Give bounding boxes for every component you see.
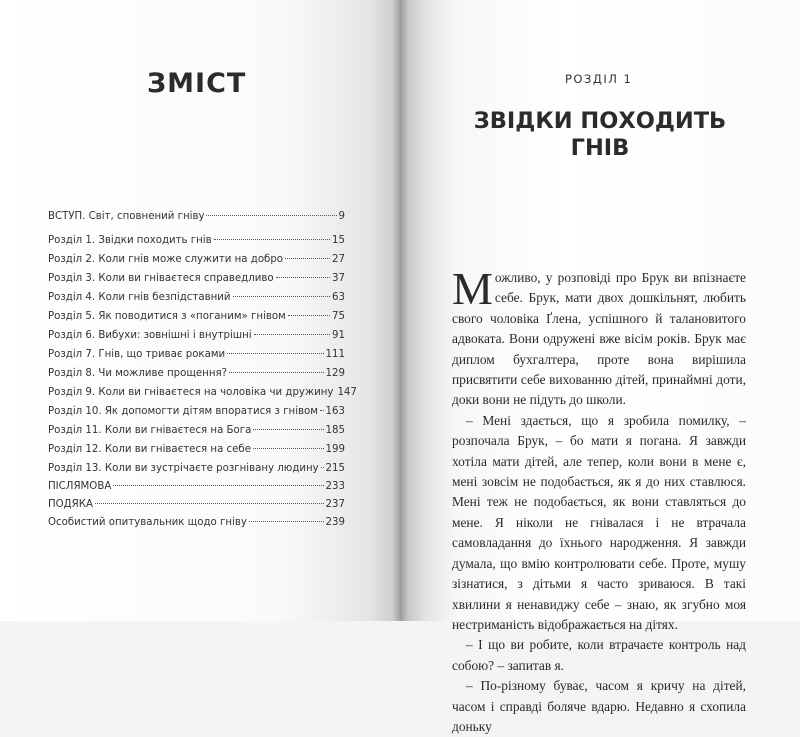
toc-entry-page: 75 (332, 311, 345, 322)
toc-entry-label: Розділ 6. Вибухи: зовнішні і внутрішні (48, 330, 252, 341)
toc-entry-page: 9 (338, 211, 345, 222)
toc-entry-page: 237 (325, 499, 345, 510)
toc-entry-page: 239 (325, 517, 345, 528)
drop-cap: М (452, 263, 493, 314)
paragraph-2: – Мені здається, що я зробила помилку, – розпочала Брук, – бо мати я погана. Я завжди хотіла мати дітей, але тепер, коли вони в мене є, мені зовсім не подобається, як я до них ставлюся. Мені теж не подобається, як вони ставляться до мене. Я ніколи не гнівалася і не втрачала самовладання до їхнього народження. Я завжди думала, що вмію контролювати себе. Проте, мушу зізнатися, з дітьми я часто зриваюся. В такі хвилини я ненавиджу себе – знаю, як згубно моя нестриманість відображається на дітях. (452, 412, 746, 632)
chapter-title-line-2: ГНІВ (570, 135, 630, 161)
toc-entry-label: Розділ 13. Коли ви зустрічаєте розгнівану людину (48, 463, 319, 474)
toc-entry (48, 497, 345, 513)
toc-leader-dots (113, 484, 323, 486)
toc-entry-label: Розділ 2. Коли гнів може служити на добро (48, 254, 284, 265)
toc-entry-page: 27 (332, 254, 345, 265)
toc-leader-dots (285, 257, 330, 259)
toc-leader-dots (320, 409, 324, 411)
toc-entry-page: 233 (325, 481, 345, 492)
paragraph-1 (452, 263, 746, 411)
toc-entry-label: Розділ 12. Коли ви гніваєтеся на себе (48, 444, 251, 455)
toc-leader-dots (288, 314, 330, 316)
toc-entry (48, 209, 345, 225)
toc-entry (48, 233, 345, 249)
toc-entry-label: Розділ 7. Гнів, що триває роками (48, 349, 226, 360)
toc-entry-label: Розділ 4. Коли гнів безпідставний (48, 292, 231, 303)
toc-title: ЗМІСТ (147, 68, 247, 99)
chapter-body (452, 263, 746, 737)
paragraph-4: – По-різному буває, часом я кричу на дітей, часом і справді боляче вдарю. Недавно я схопила доньку (452, 678, 746, 734)
toc-entry-page: 147 (337, 387, 357, 398)
toc-leader-dots (233, 295, 331, 297)
chapter-label: РОЗДІЛ 1 (565, 72, 633, 86)
toc-entry (48, 252, 345, 268)
toc-entry (48, 271, 345, 287)
toc-leader-dots (253, 447, 324, 449)
toc-entry-label: Розділ 11. Коли ви гніваєтеся на Бога (48, 425, 252, 436)
toc-leader-dots (249, 520, 324, 522)
toc-entry (48, 309, 345, 325)
chapter-title (470, 108, 730, 162)
toc-entry-label: Особистий опитувальник щодо гніву (48, 517, 247, 528)
toc-entry (48, 328, 345, 344)
toc-entry-page: 15 (332, 235, 345, 246)
toc-entry-page: 185 (325, 425, 345, 436)
paragraph-3: – І що ви робите, коли втрачаєте контроль над собою? – запитав я. (452, 637, 746, 673)
toc-entry-page: 37 (332, 273, 345, 284)
toc-entry-label: ВСТУП. Світ, сповнений гніву (48, 211, 205, 222)
left-page (0, 0, 400, 621)
toc-leader-dots (229, 371, 324, 373)
toc-leader-dots (214, 238, 330, 240)
toc-entry-page: 111 (325, 349, 345, 360)
toc-entry (48, 404, 345, 420)
toc-entry (48, 461, 345, 477)
toc-entry-label: Розділ 1. Звідки походить гнів (48, 235, 212, 246)
toc-entry (48, 479, 345, 495)
toc-entry (48, 423, 345, 439)
toc-entry-label: Розділ 9. Коли ви гніваєтеся на чоловіка чи дружину (48, 387, 334, 398)
toc-leader-dots (254, 333, 330, 335)
paragraph-1-text: ожливо, у розповіді про Брук ви впізнаєте себе. Брук, мати двох дошкільнят, любить свого чоловіка Ґлена, успішного й талановитого адвоката. Вони одружені вже вісім років. Брук має диплом бухгалтера, проте вона вирішила присвятити себе вихованню дітей, принаймні доти, доки вони не підуть до школи. (452, 270, 746, 408)
toc-entry (48, 515, 345, 531)
toc-entry-label: Розділ 10. Як допомогти дітям впоратися з гнівом (48, 406, 318, 417)
toc-entry-label: ПІСЛЯМОВА (48, 481, 112, 492)
toc-entry-label: Розділ 5. Як поводитися з «поганим» гнівом (48, 311, 286, 322)
toc-entry-page: 215 (325, 463, 345, 474)
toc-entry-page: 91 (332, 330, 345, 341)
toc-entry-page: 199 (325, 444, 345, 455)
chapter-title-line-1: ЗВІДКИ ПОХОДИТЬ (473, 108, 727, 134)
toc-leader-dots (321, 466, 324, 468)
toc-leader-dots (227, 352, 323, 354)
toc-entry-page: 129 (325, 368, 345, 379)
toc-entry (48, 290, 345, 306)
toc-entry-page: 163 (325, 406, 345, 417)
toc-entry (48, 385, 357, 401)
toc-leader-dots (206, 214, 336, 216)
toc-entry-label: Розділ 3. Коли ви гніваєтеся справедливо (48, 273, 274, 284)
toc-entry-page: 63 (332, 292, 345, 303)
book-gutter (392, 0, 408, 621)
toc-entry (48, 442, 345, 458)
toc-entry-label: ПОДЯКА (48, 499, 93, 510)
toc-entry (48, 347, 345, 363)
toc-leader-dots (253, 428, 323, 430)
toc-entry-label: Розділ 8. Чи можливе прощення? (48, 368, 228, 379)
toc-entry (48, 366, 345, 382)
toc-leader-dots (276, 276, 330, 278)
toc-leader-dots (95, 502, 324, 504)
